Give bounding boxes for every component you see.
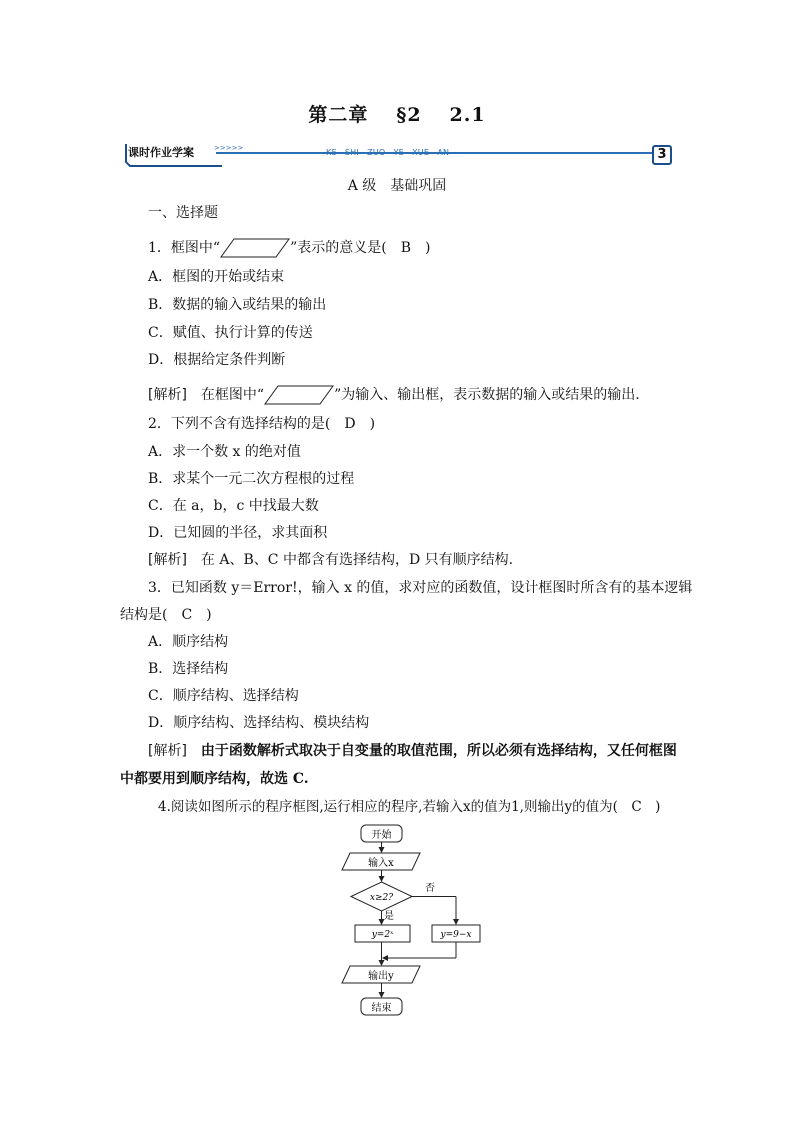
q1-option-c: C．赋值、执行计算的传送 xyxy=(148,325,313,341)
flowchart-input-label: 输入x xyxy=(368,858,394,869)
q2-option-d: D．已知圆的半径，求其面积 xyxy=(148,525,328,541)
flowchart xyxy=(330,820,500,1020)
q2-stem: 2．下列不含有选择结构的是( D ) xyxy=(148,416,376,432)
flowchart-yes-process-label: y=2ˣ xyxy=(371,930,394,940)
flowchart-no-label: 否 xyxy=(425,883,435,894)
level-heading: A 级 基础巩固 xyxy=(347,178,447,194)
part-heading: 一、选择题 xyxy=(148,205,218,221)
parallelogram-icon-2 xyxy=(264,385,334,405)
flowchart-no-process-label: y=9−x xyxy=(440,930,472,940)
parallelogram-icon xyxy=(220,238,290,258)
q2-analysis xyxy=(148,550,513,570)
q1-analysis-b: ”为输入、输出框，表示数据的输入或结果的输出. xyxy=(334,387,640,403)
q2-option-a: A．求一个数 x 的绝对值 xyxy=(148,444,301,460)
page-title xyxy=(0,100,794,127)
flowchart-output-label: 输出y xyxy=(368,971,394,982)
q3-analysis-line2: 中都要用到顺序结构，故选 C. xyxy=(120,771,309,787)
banner-arrows: >>>>> xyxy=(214,144,244,152)
q2-analysis-label: [解析] xyxy=(148,552,187,568)
q1-option-d: D．根据给定条件判断 xyxy=(148,352,286,368)
q1-option-a: A．框图的开始或结束 xyxy=(148,269,285,285)
q3-analysis-label: [解析] xyxy=(148,743,187,759)
q1-analysis-label: [解析] xyxy=(148,387,187,403)
q3-option-c: C．顺序结构、选择结构 xyxy=(148,688,299,704)
flowchart-yes-label: 是 xyxy=(384,911,394,922)
q2-analysis-text: 在 A、B、C 中都含有选择结构，D 只有顺序结构. xyxy=(186,552,514,568)
flowchart-end-label: 结束 xyxy=(371,1003,392,1014)
banner-number: 3 xyxy=(652,145,672,165)
q1-stem-b: ”表示的意义是( B ) xyxy=(290,240,431,256)
q1-analysis-a: 在框图中“ xyxy=(186,387,265,403)
q4-stem: 4.阅读如图所示的程序框图,运行相应的程序,若输入x的值为1,则输出y的值为( C ) xyxy=(158,799,661,815)
banner-pinyin: KE—SHI—ZUO—YE—XUE—AN xyxy=(326,148,450,157)
subsection-title: 2.1 xyxy=(449,104,486,126)
flowchart-start-label: 开始 xyxy=(371,830,392,841)
q1-stem xyxy=(148,238,430,258)
q3-stem-line1: 3．已知函数 y＝Error!，输入 x 的值，求对应的函数值，设计框图时所含有的基本逻辑 xyxy=(148,580,693,596)
q3-option-a: A．顺序结构 xyxy=(148,634,229,650)
q3-analysis-text1: 由于函数解析式取决于自变量的取值范围，所以必须有选择结构，又任何框图 xyxy=(186,743,677,759)
banner-label: 课时作业学案 xyxy=(128,146,194,159)
q3-analysis-line1 xyxy=(148,741,677,761)
q2-option-b: B．求某个一元二次方程根的过程 xyxy=(148,471,355,487)
section-title: §2 xyxy=(396,104,422,126)
q3-stem-line2: 结构是( C ) xyxy=(120,607,212,623)
flowchart-condition-label: x≥2? xyxy=(369,893,394,903)
q2-option-c: C．在 a，b，c 中找最大数 xyxy=(148,498,319,514)
chapter-title: 第二章 xyxy=(308,104,369,126)
q1-option-b: B．数据的输入或结果的输出 xyxy=(148,297,327,313)
q1-analysis xyxy=(148,385,640,405)
q3-option-d: D．顺序结构、选择结构、模块结构 xyxy=(148,715,370,731)
q1-stem-a: 1．框图中“ xyxy=(148,240,221,256)
q3-option-b: B．选择结构 xyxy=(148,661,229,677)
